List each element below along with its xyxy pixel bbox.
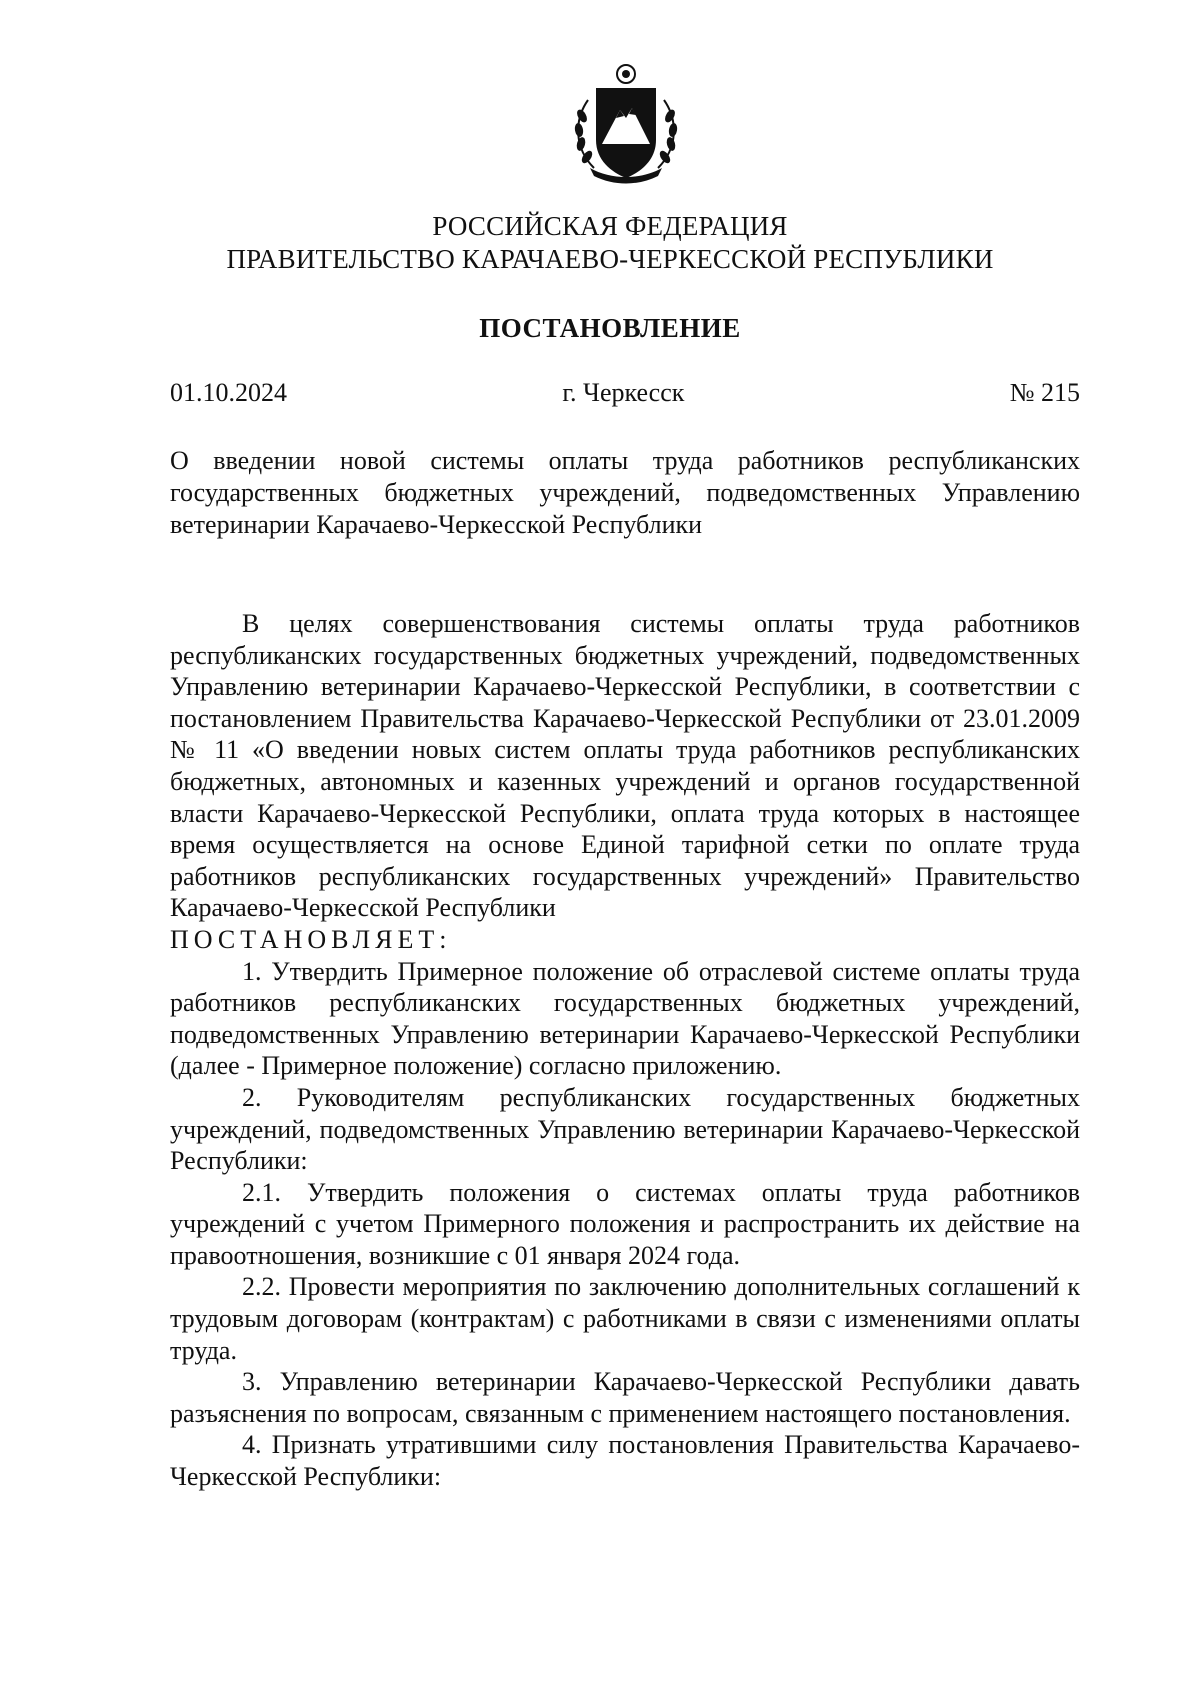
paragraph-2-1: 2.1. Утвердить положения о системах оплаты труда работников учреждений с учетом Примерного положения и распространить их действие на правоотношения, возникшие с 01 января 2024 года. [170,1177,1080,1270]
decree-word: ПОСТАНОВЛЯЕТ: [170,924,452,954]
paragraph-2-2: 2.2. Провести мероприятия по заключению дополнительных соглашений к трудовым договорам (контрактам) с работниками в связи с изменениями оплаты труда. [170,1272,1080,1365]
header-country: РОССИЙСКАЯ ФЕДЕРАЦИЯ [432,211,788,241]
document-body [170,608,1080,1493]
document-meta-row [170,378,1080,408]
header-block [160,210,1060,276]
paragraph-3: 3. Управлению ветеринарии Карачаево-Черкесской Республики давать разъяснения по вопросам, связанным с применением настоящего постановления. [170,1367,1080,1428]
document-city: г. Черкесск [562,378,685,407]
document-subject: О введении новой системы оплаты труда работников республиканских государственных бюджетных учреждений, подведомственных Управлению ветеринарии Карачаево-Черкесской Республики [170,446,1080,539]
header-government: ПРАВИТЕЛЬСТВО КАРАЧАЕВО-ЧЕРКЕССКОЙ РЕСПУБЛИКИ [226,244,994,274]
coat-of-arms-emblem [566,60,686,188]
paragraph-4: 4. Признать утратившими силу постановления Правительства Карачаево-Черкесской Республики: [170,1430,1080,1492]
paragraph-2: 2. Руководителям республиканских государственных бюджетных учреждений, подведомственных Управлению ветеринарии Карачаево-Черкесской Республики: [170,1082,1080,1176]
document-number: № 215 [1009,378,1080,407]
document-date: 01.10.2024 [170,378,287,407]
document-type-title: ПОСТАНОВЛЕНИЕ [479,313,741,343]
preamble-paragraph: В целях совершенствования системы оплаты труда работников республиканских государственных бюджетных учреждений, подведомственных Управлению ветеринарии Карачаево-Черкесской Республики, в соответствии с постановлением Правительства Карачаево-Черкесской Республики от 23.01.2009 № 11 «О введении новых систем оплаты труда работников республиканских бюджетных, автономных и казенных учреждений и органов государственной власти Карачаево-Черкесской Республики, оплата труда которых в настоящее время осуществляется на основе Единой тарифной сетки по оплате труда работников республиканских государственных учреждений» Правительство Карачаево-Черкесской Республики [170,609,1080,923]
paragraph-1: 1. Утвердить Примерное положение об отраслевой системе оплаты труда работников республиканских государственных бюджетных учреждений, подведомственных Управлению ветеринарии Карачаево-Черкесской Республики (далее - Примерное положение) согласно приложению. [170,956,1080,1081]
